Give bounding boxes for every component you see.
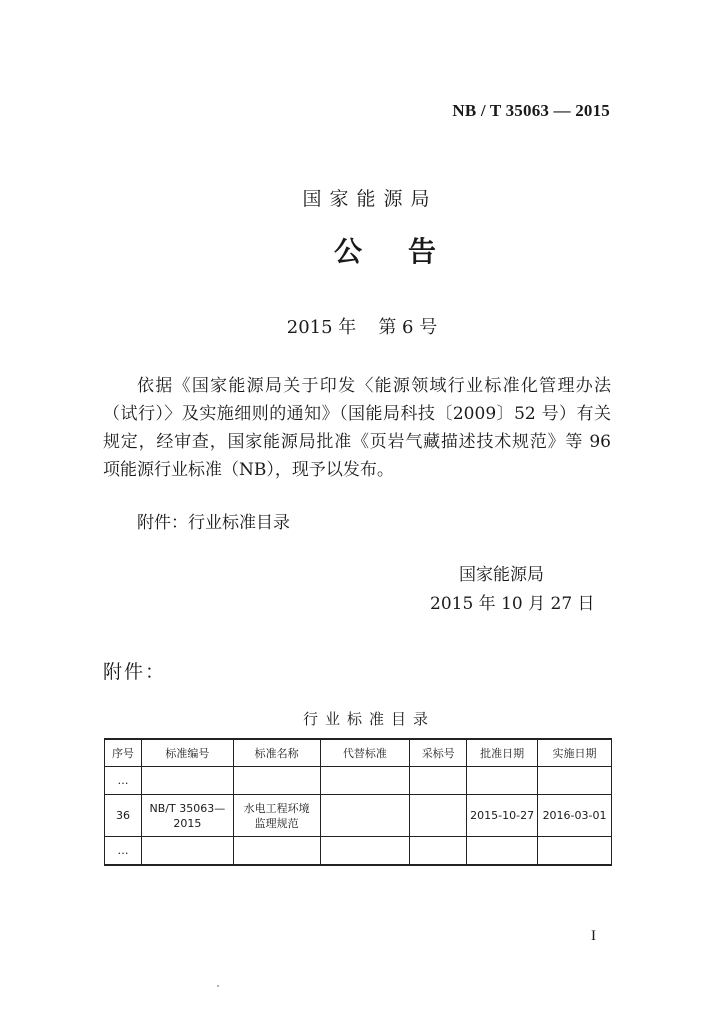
catalog-table-title: 行业标准目录: [302, 710, 435, 728]
table-cell-ellipsis: …: [105, 767, 142, 795]
notice-issue-number: 第 6 号: [378, 317, 438, 338]
notice-number: [0, 313, 724, 339]
name-line: 监理规范: [254, 816, 299, 830]
attachment-reference: 附件：行业标准目录: [137, 513, 290, 533]
column-header: 标准名称: [233, 739, 320, 767]
column-header: 标准编号: [141, 739, 233, 767]
code-line: NB/T 35063—: [149, 801, 226, 815]
table-row: [105, 767, 612, 795]
column-header: 实施日期: [538, 739, 612, 767]
signature-agency: 国家能源局: [459, 565, 544, 585]
table-cell-replaces: [320, 795, 410, 837]
table-cell-effective: 2016-03-01: [538, 795, 612, 837]
table-row: [105, 795, 612, 837]
issuing-agency-title: 国家能源局: [302, 188, 438, 210]
signature-date: 2015 年 10 月 27 日: [430, 594, 595, 614]
page-number: I: [591, 928, 596, 944]
table-cell-name: [233, 795, 320, 837]
name-line: 水电工程环境: [243, 801, 310, 815]
code-line: 2015: [173, 816, 202, 830]
standard-code: NB / T 35063 — 2015: [452, 101, 610, 120]
column-header: 代替标准: [320, 739, 410, 767]
table-cell-ellipsis: …: [105, 837, 142, 866]
table-cell-index: 36: [105, 795, 142, 837]
notice-body: 依据《国家能源局关于印发〈能源领域行业标准化管理办法（试行）〉及实施细则的通知》（国能局科技〔2009〕52 号）有关规定，经审查，国家能源局批准《页岩气藏描述技术规范》等 96 项能源行业标准（NB），现予以发布。: [103, 376, 611, 480]
table-cell-adopted: [410, 795, 467, 837]
table-row: [105, 837, 612, 866]
table-cell-approved: 2015-10-27: [467, 795, 538, 837]
table-header-row: [105, 739, 612, 767]
scan-speck: [217, 985, 219, 987]
column-header: 采标号: [410, 739, 467, 767]
column-header: 序号: [105, 739, 142, 767]
attachment-heading: 附件：: [103, 661, 167, 683]
column-header: 批准日期: [467, 739, 538, 767]
standards-catalog-table: [104, 738, 612, 866]
table-cell-code: [141, 795, 233, 837]
notice-title: 公告: [333, 235, 482, 268]
notice-year: 2015 年: [286, 317, 357, 338]
